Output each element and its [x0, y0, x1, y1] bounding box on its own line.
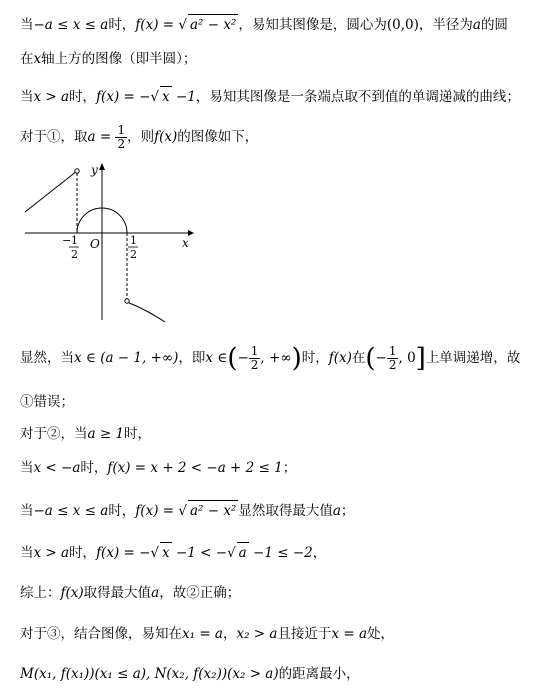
text: ，半径为	[418, 17, 473, 33]
text-line-12	[20, 624, 394, 644]
text: ；	[340, 503, 355, 519]
text: ，	[312, 545, 327, 561]
math: x	[33, 51, 42, 67]
math: −a ≤ x ≤ a	[33, 17, 109, 33]
math: , 0	[398, 350, 416, 366]
text: 当	[20, 89, 34, 105]
y-axis-arrow	[99, 163, 105, 170]
math: f(x) =	[135, 17, 179, 33]
text: 显然，当	[20, 350, 74, 366]
math: (0,0)	[386, 17, 419, 33]
left-paren: (	[365, 343, 376, 374]
math: , +∞	[260, 350, 292, 366]
sqrt-sign: √	[227, 545, 236, 561]
text: 的距离最小，	[278, 666, 360, 682]
math: x ∈	[205, 350, 228, 366]
math: a² − x²	[188, 500, 238, 521]
text: 综上：	[20, 585, 61, 601]
sqrt-sign: √	[178, 503, 187, 519]
right-tick-denominator: 2	[130, 248, 137, 261]
text: 时，	[69, 89, 97, 105]
text: 时，	[80, 460, 108, 476]
math: a =	[87, 129, 116, 145]
text: 上单调递增，故	[425, 350, 521, 366]
text-line-8	[20, 458, 296, 478]
left-open-endpoint	[75, 169, 79, 173]
origin-label: O	[90, 237, 100, 251]
text: ，	[222, 626, 237, 642]
text: 当	[20, 545, 34, 561]
math: x > a	[33, 89, 70, 105]
text: 在	[20, 51, 34, 67]
right-tick-numerator: 1	[130, 234, 137, 247]
math: −1	[171, 89, 196, 105]
text: 时，	[124, 426, 152, 442]
math: x > a	[33, 545, 70, 561]
denominator: 2	[117, 137, 126, 151]
math: x < −a	[33, 460, 81, 476]
text: 对于①，取	[20, 129, 88, 145]
math: f(x) =	[135, 503, 179, 519]
math: a	[332, 503, 341, 519]
x-axis-arrow	[188, 230, 194, 236]
numerator: 1	[250, 344, 259, 358]
text: 当	[20, 17, 34, 33]
decreasing-curve	[129, 303, 165, 322]
text-line-2	[20, 49, 196, 69]
math: a	[472, 17, 481, 33]
text: ，易知其图像是一条端点取不到值的单调递减的曲线；	[195, 89, 520, 105]
sqrt-sign: √	[150, 89, 160, 105]
text: 且接近于	[277, 626, 332, 642]
text-line-1	[20, 14, 508, 35]
math: f(x)	[154, 129, 178, 145]
text: 的图像如下，	[177, 129, 259, 145]
math: f(x) = −	[96, 89, 151, 105]
math: x	[160, 542, 172, 563]
sqrt-sign: √	[178, 17, 187, 33]
math: −a ≤ x ≤ a	[33, 503, 109, 519]
text: 对于②，当	[20, 426, 88, 442]
math: M(x₁, f(x₁))(x₁ ≤ a), N(x₂, f(x₂))(x₂ > a)	[20, 666, 279, 682]
math: x = a	[331, 626, 367, 642]
text-line-6	[20, 392, 74, 412]
math: a	[237, 542, 249, 563]
denominator: 2	[250, 358, 259, 372]
left-tick-minus: −	[62, 234, 72, 247]
math: −1 ≤ −2	[248, 545, 313, 561]
x-axis-label: x	[182, 236, 189, 250]
text: 轴上方的图像（即半圆）；	[41, 51, 197, 67]
text: ，易知其图像是，圆心为	[238, 17, 387, 33]
sqrt-sign: √	[150, 545, 160, 561]
text: 时，	[301, 350, 329, 366]
text: ，即	[178, 350, 206, 366]
text-line-4	[20, 124, 258, 151]
math: x ∈ (a − 1, +∞)	[74, 350, 179, 366]
fraction	[115, 124, 127, 151]
numerator: 1	[388, 344, 397, 358]
text: 的圆	[480, 17, 508, 33]
left-tick-denominator: 2	[71, 248, 78, 261]
right-open-endpoint	[125, 299, 129, 303]
text: 取得最大值	[83, 585, 152, 601]
math: x₁ = a	[182, 626, 223, 642]
math: x₂ > a	[236, 626, 278, 642]
text: 处，	[367, 626, 394, 642]
fraction	[387, 345, 399, 372]
math: −	[237, 350, 249, 366]
text: 在	[351, 350, 366, 366]
text-line-11	[20, 583, 240, 603]
math: f(x) = x + 2 < −a + 2 ≤ 1	[107, 460, 283, 476]
left-line	[25, 171, 77, 212]
text: ，则	[127, 129, 155, 145]
math: a ≥ 1	[87, 426, 125, 442]
math: −	[375, 350, 387, 366]
y-axis-label: y	[91, 163, 98, 177]
text-line-5	[20, 345, 520, 372]
text: ；	[282, 460, 297, 476]
left-paren: (	[227, 343, 238, 374]
text: 对于③，结合图像，易知在	[20, 626, 182, 642]
math: a	[151, 585, 160, 601]
text: 时，	[69, 545, 97, 561]
math: −1 < −	[171, 545, 228, 561]
text-line-3	[20, 86, 520, 107]
right-paren: ]	[415, 343, 426, 374]
math: f(x)	[328, 350, 352, 366]
text: 显然取得最大值	[238, 503, 333, 519]
text: 时，	[108, 503, 136, 519]
left-tick-numerator: 1	[71, 234, 78, 247]
text: ①错误；	[20, 394, 74, 410]
fraction	[249, 345, 261, 372]
text-line-10	[20, 542, 326, 563]
text-line-13	[20, 664, 360, 684]
text: 当	[20, 503, 34, 519]
math: f(x) = −	[96, 545, 151, 561]
math: f(x)	[60, 585, 84, 601]
text-line-7	[20, 424, 151, 444]
denominator: 2	[388, 358, 397, 372]
numerator: 1	[117, 123, 126, 137]
right-paren: )	[291, 343, 302, 374]
text: 当	[20, 460, 34, 476]
function-graph	[20, 158, 200, 328]
text-line-9	[20, 500, 354, 521]
text: ，故②正确；	[159, 585, 241, 601]
math: a² − x²	[188, 14, 238, 35]
math: x	[160, 86, 172, 107]
text: 时，	[108, 17, 136, 33]
